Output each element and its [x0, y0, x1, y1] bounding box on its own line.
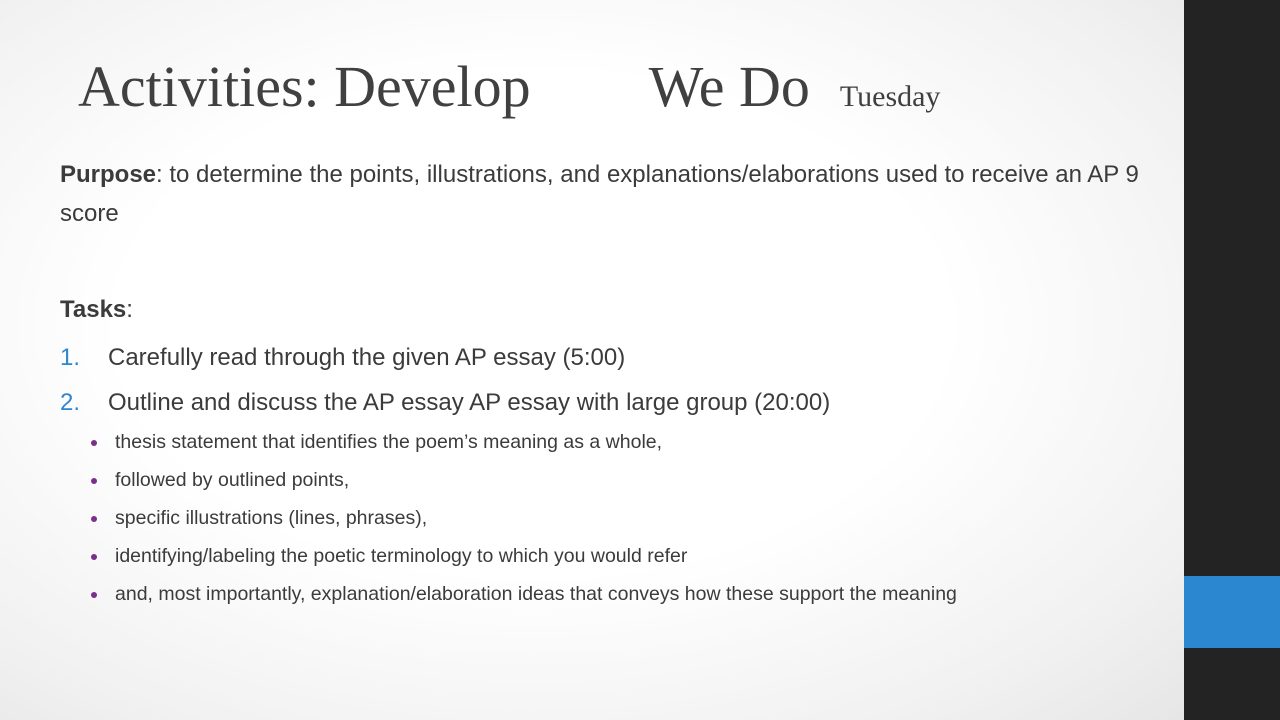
task-text: Outline and discuss the AP essay AP essay with large group (20:00)	[108, 389, 831, 416]
task-text: Carefully read through the given AP essay (5:00)	[108, 344, 626, 371]
bullet-dot	[91, 554, 97, 560]
tasks-label-suffix: :	[126, 296, 133, 323]
subpoint-item	[60, 465, 1160, 495]
slide-title	[78, 54, 941, 119]
subpoint-text: and, most importantly, explanation/elaboration ideas that conveys how these support the meaning	[115, 583, 957, 605]
subpoint-item	[60, 503, 1160, 533]
task-number: 2.	[60, 389, 81, 416]
bullet-dot	[91, 440, 97, 446]
tasks-label: Tasks	[60, 296, 127, 323]
slide-content	[60, 155, 1160, 617]
task-list	[60, 343, 1160, 418]
task-item	[60, 343, 1160, 373]
subpoint-item	[60, 427, 1160, 457]
task-subpoints	[60, 427, 1160, 609]
task-item	[60, 388, 1160, 418]
bullet-dot	[91, 516, 97, 522]
task-number: 1.	[60, 344, 81, 371]
purpose-paragraph	[60, 155, 1160, 233]
bullet-dot	[91, 478, 97, 484]
subpoint-text: thesis statement that identifies the poem’s meaning as a whole,	[115, 431, 663, 453]
bullet-dot	[91, 592, 97, 598]
title-day: Tuesday	[839, 80, 941, 113]
purpose-text: : to determine the points, illustrations, and explanations/elaborations used to receive an AP 9 score	[60, 161, 1139, 227]
title-we-do: We Do	[648, 54, 810, 119]
tasks-heading	[60, 295, 1160, 325]
subpoint-item	[60, 541, 1160, 571]
subpoint-text: identifying/labeling the poetic terminology to which you would refer	[115, 545, 688, 567]
accent-block	[1184, 576, 1280, 648]
subpoint-text: followed by outlined points,	[115, 469, 350, 491]
subpoint-text: specific illustrations (lines, phrases),	[115, 507, 428, 529]
title-main: Activities: Develop	[78, 54, 531, 119]
subpoint-item	[60, 579, 1160, 609]
purpose-label: Purpose	[60, 161, 157, 188]
